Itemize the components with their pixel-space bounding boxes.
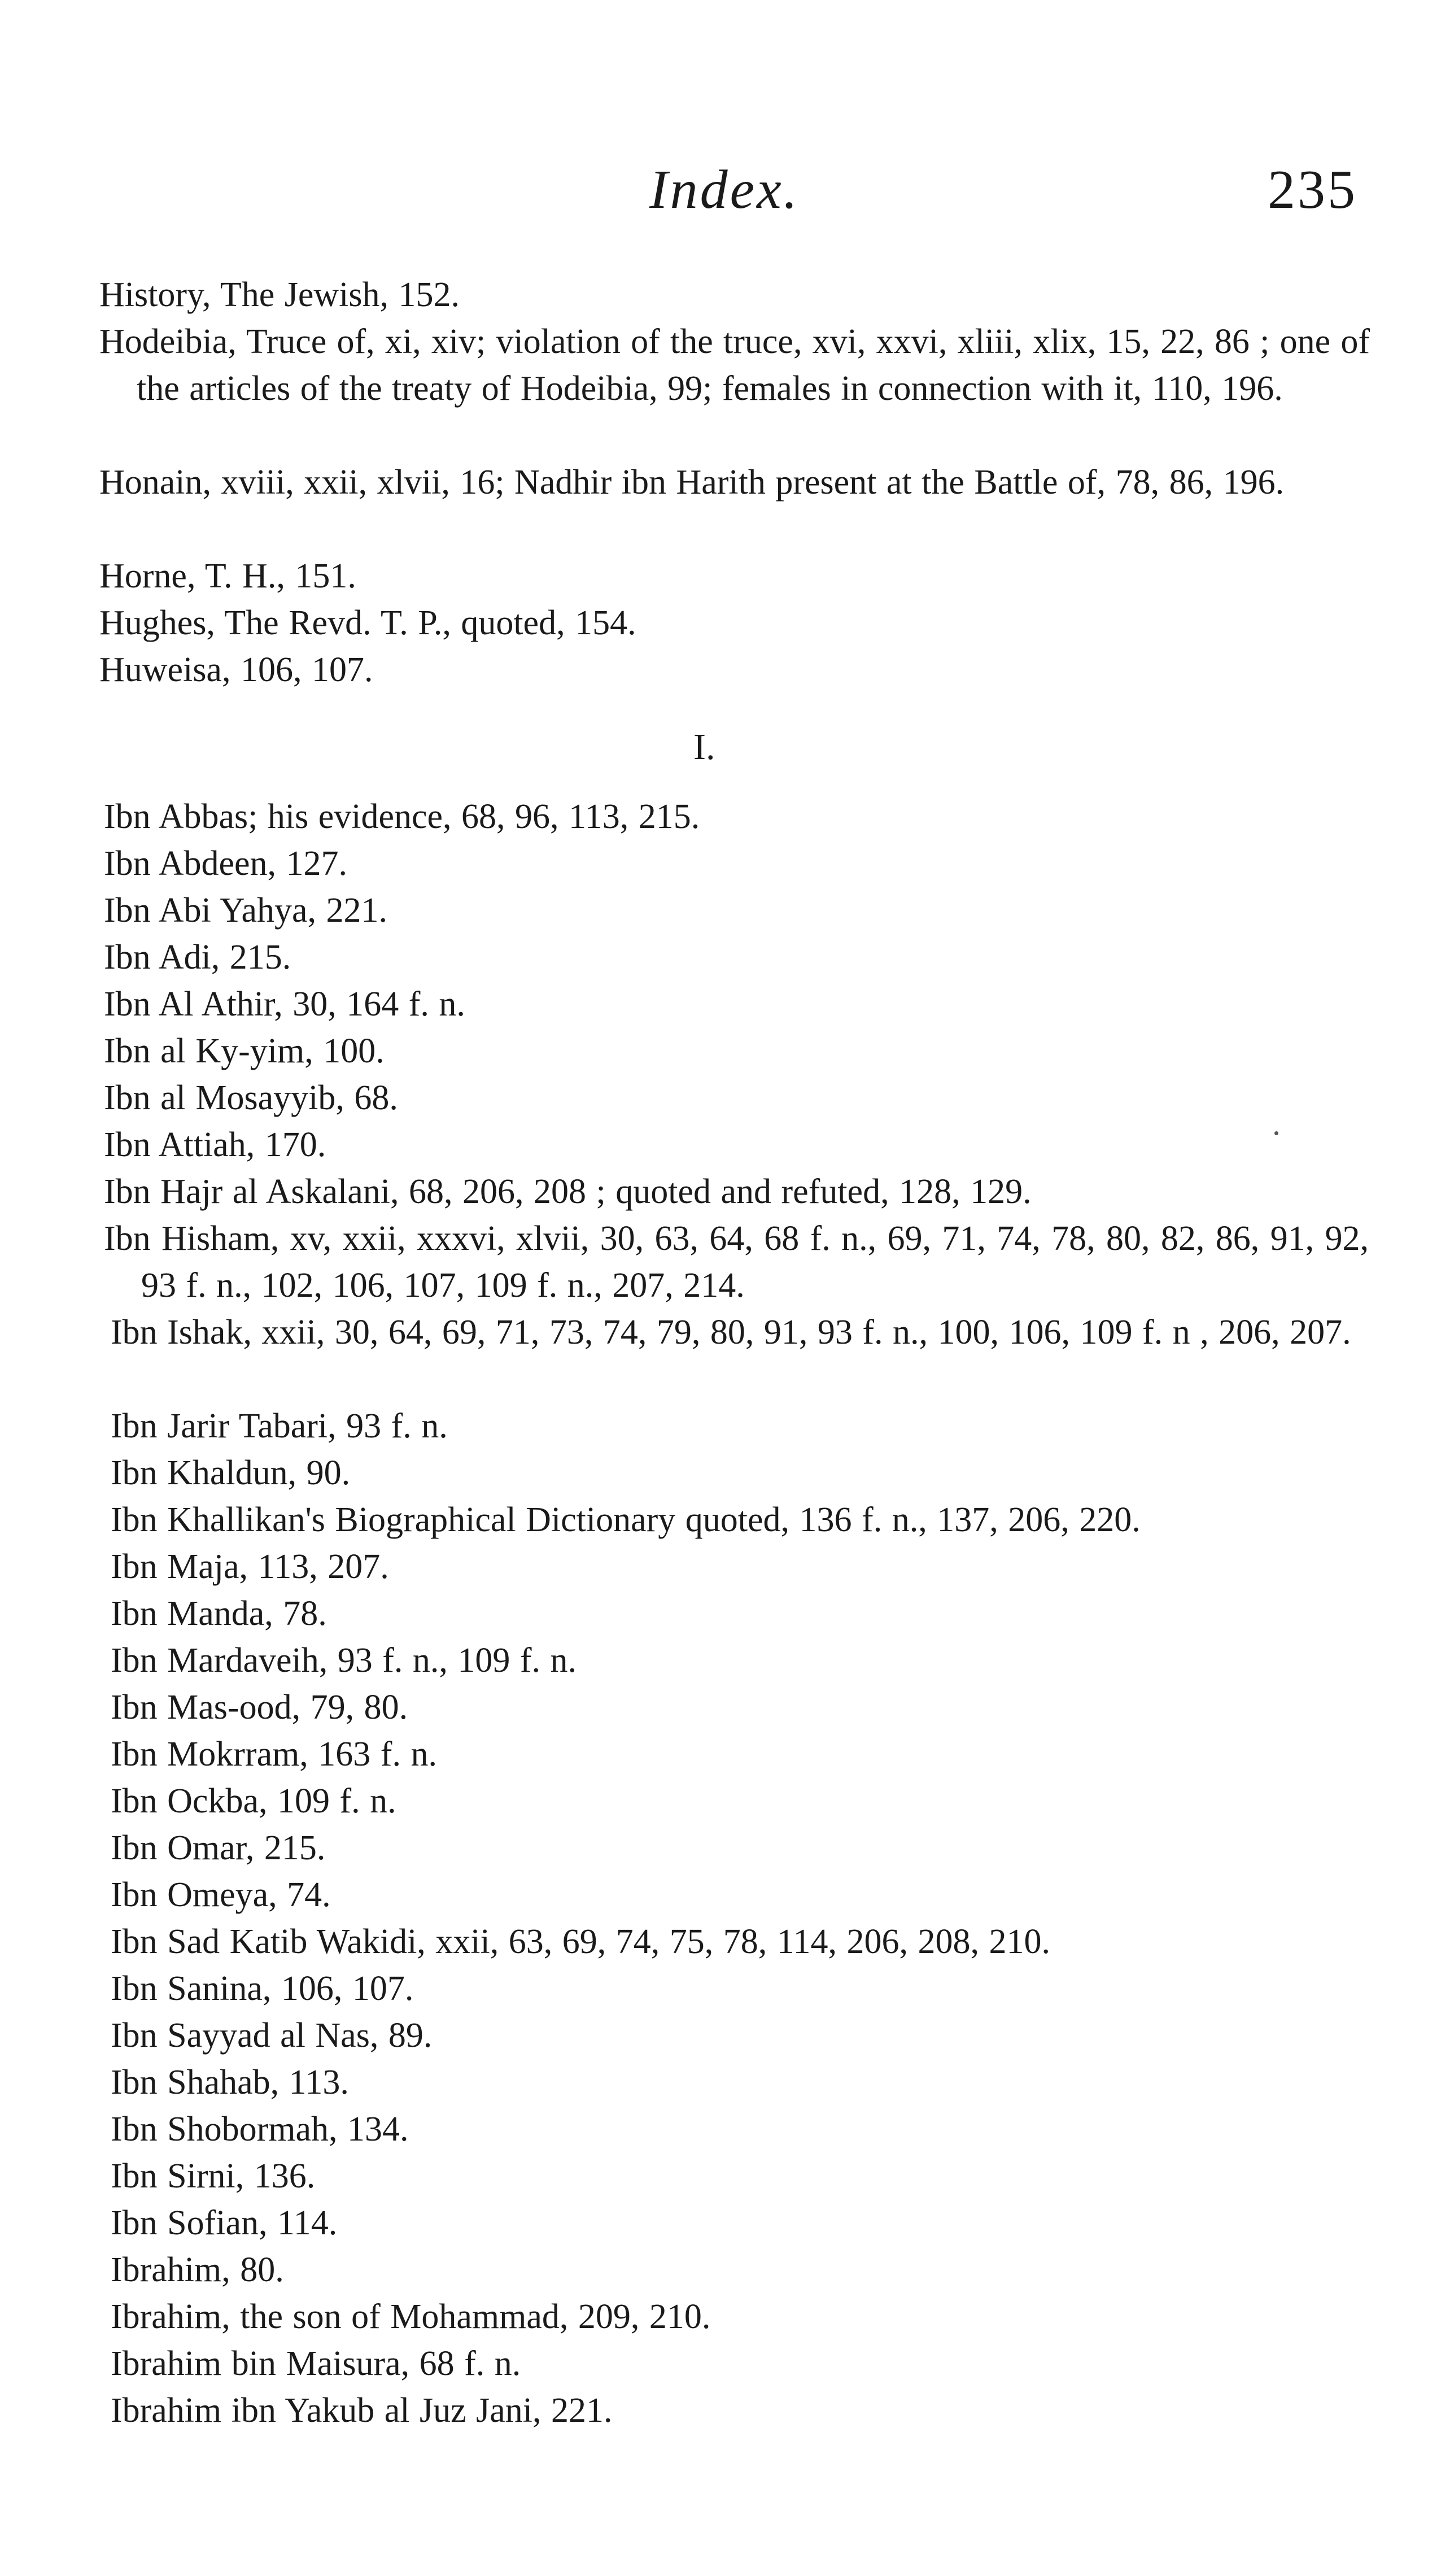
paper-speck [1274,1131,1278,1135]
section-heading-i: I. [693,726,715,768]
index-entry-ibn-hajr: Ibn Hajr al Askalani, 68, 206, 208 ; quoted and refuted, 128, 129. [104,1173,1032,1211]
index-entry-ibn-abdeen: Ibn Abdeen, 127. [104,844,348,883]
index-entry-ibn-al-mosayyib: Ibn al Mosayyib, 68. [104,1079,398,1117]
index-entry-ibn-shahab: Ibn Shahab, 113. [111,2063,349,2102]
index-entry-ibn-ockba: Ibn Ockba, 109 f. n. [111,1782,396,1820]
index-entry-ibn-mardaveih: Ibn Mardaveih, 93 f. n., 109 f. n. [111,1641,577,1680]
index-entry-ibn-maja: Ibn Maja, 113, 207. [111,1548,389,1586]
running-title: Index. [649,159,800,220]
index-entry-ibn-sanina: Ibn Sanina, 106, 107. [111,1969,414,2008]
page-header [0,147,1441,226]
index-entry-ibn-khallikan: Ibn Khallikan's Biographical Dictionary quoted, 136 f. n., 137, 206, 220. [111,1501,1141,1539]
index-entry-ibn-sad: Ibn Sad Katib Wakidi, xxii, 63, 69, 74, 75, 78, 114, 206, 208, 210. [111,1923,1050,1961]
index-entry-ibn-khaldun: Ibn Khaldun, 90. [111,1454,351,1492]
index-entry-ibn-manda: Ibn Manda, 78. [111,1594,327,1633]
page-number: 235 [1268,159,1357,220]
index-entry-ibn-abi-yahya: Ibn Abi Yahya, 221. [104,891,388,930]
index-entry-ibn-omeya: Ibn Omeya, 74. [111,1876,331,1914]
index-entry-ibn-al-ky-yim: Ibn al Ky-yim, 100. [104,1032,385,1070]
index-entry-ibn-mokrram: Ibn Mokrram, 163 f. n. [111,1735,437,1773]
index-entry-hodeibia: Hodeibia, Truce of, xi, xiv; violation of the truce, xvi, xxvi, xliii, xlix, 15, 22, 86 ; one of the articles of the treaty of Hodeibia, 99; females in connection with it, 110, 196. [99,322,1370,408]
index-entry-ibn-jarir-tabari: Ibn Jarir Tabari, 93 f. n. [111,1407,448,1445]
index-entry-ibn-ishak: Ibn Ishak, xxii, 30, 64, 69, 71, 73, 74, 79, 80, 91, 93 f. n., 100, 106, 109 f. n , 206, 207. [111,1313,1351,1352]
index-entry-history: History, The Jewish, 152. [99,276,460,314]
index-entry-honain: Honain, xviii, xxii, xlvii, 16; Nadhir ibn Harith present at the Battle of, 78, 86, 196. [99,463,1285,502]
index-entry-ibn-sirni: Ibn Sirni, 136. [111,2157,316,2195]
index-entry-horne: Horne, T. H., 151. [99,557,356,595]
index-entry-ibn-mas-ood: Ibn Mas-ood, 79, 80. [111,1688,408,1727]
index-entry-ibrahim-ibn-yakub: Ibrahim ibn Yakub al Juz Jani, 221. [111,2391,613,2430]
index-entry-ibn-sofian: Ibn Sofian, 114. [111,2204,338,2242]
index-entry-ibn-sayyad: Ibn Sayyad al Nas, 89. [111,2016,433,2055]
index-entry-ibn-hisham: Ibn Hisham, xv, xxii, xxxvi, xlvii, 30, 63, 64, 68 f. n., 69, 71, 74, 78, 80, 82, 86, 91, 92, 93 f. n., 102, 106, 107, 109 f. n., 207, 214. [104,1219,1369,1305]
index-entry-ibn-omar: Ibn Omar, 215. [111,1829,326,1867]
index-entry-ibn-al-athir: Ibn Al Athir, 30, 164 f. n. [104,985,465,1023]
index-entry-ibn-abbas: Ibn Abbas; his evidence, 68, 96, 113, 215. [104,797,700,836]
index-entry-ibrahim-son-of-mohammad: Ibrahim, the son of Mohammad, 209, 210. [111,2298,711,2336]
index-entry-ibn-shobormah: Ibn Shobormah, 134. [111,2110,409,2148]
index-entry-ibrahim: Ibrahim, 80. [111,2251,284,2289]
index-entry-hughes: Hughes, The Revd. T. P., quoted, 154. [99,604,636,642]
index-entry-ibn-attiah: Ibn Attiah, 170. [104,1126,326,1164]
index-entry-huweisa: Huweisa, 106, 107. [99,651,373,689]
index-entry-ibrahim-bin-maisura: Ibrahim bin Maisura, 68 f. n. [111,2344,521,2383]
index-entry-ibn-adi: Ibn Adi, 215. [104,938,291,977]
